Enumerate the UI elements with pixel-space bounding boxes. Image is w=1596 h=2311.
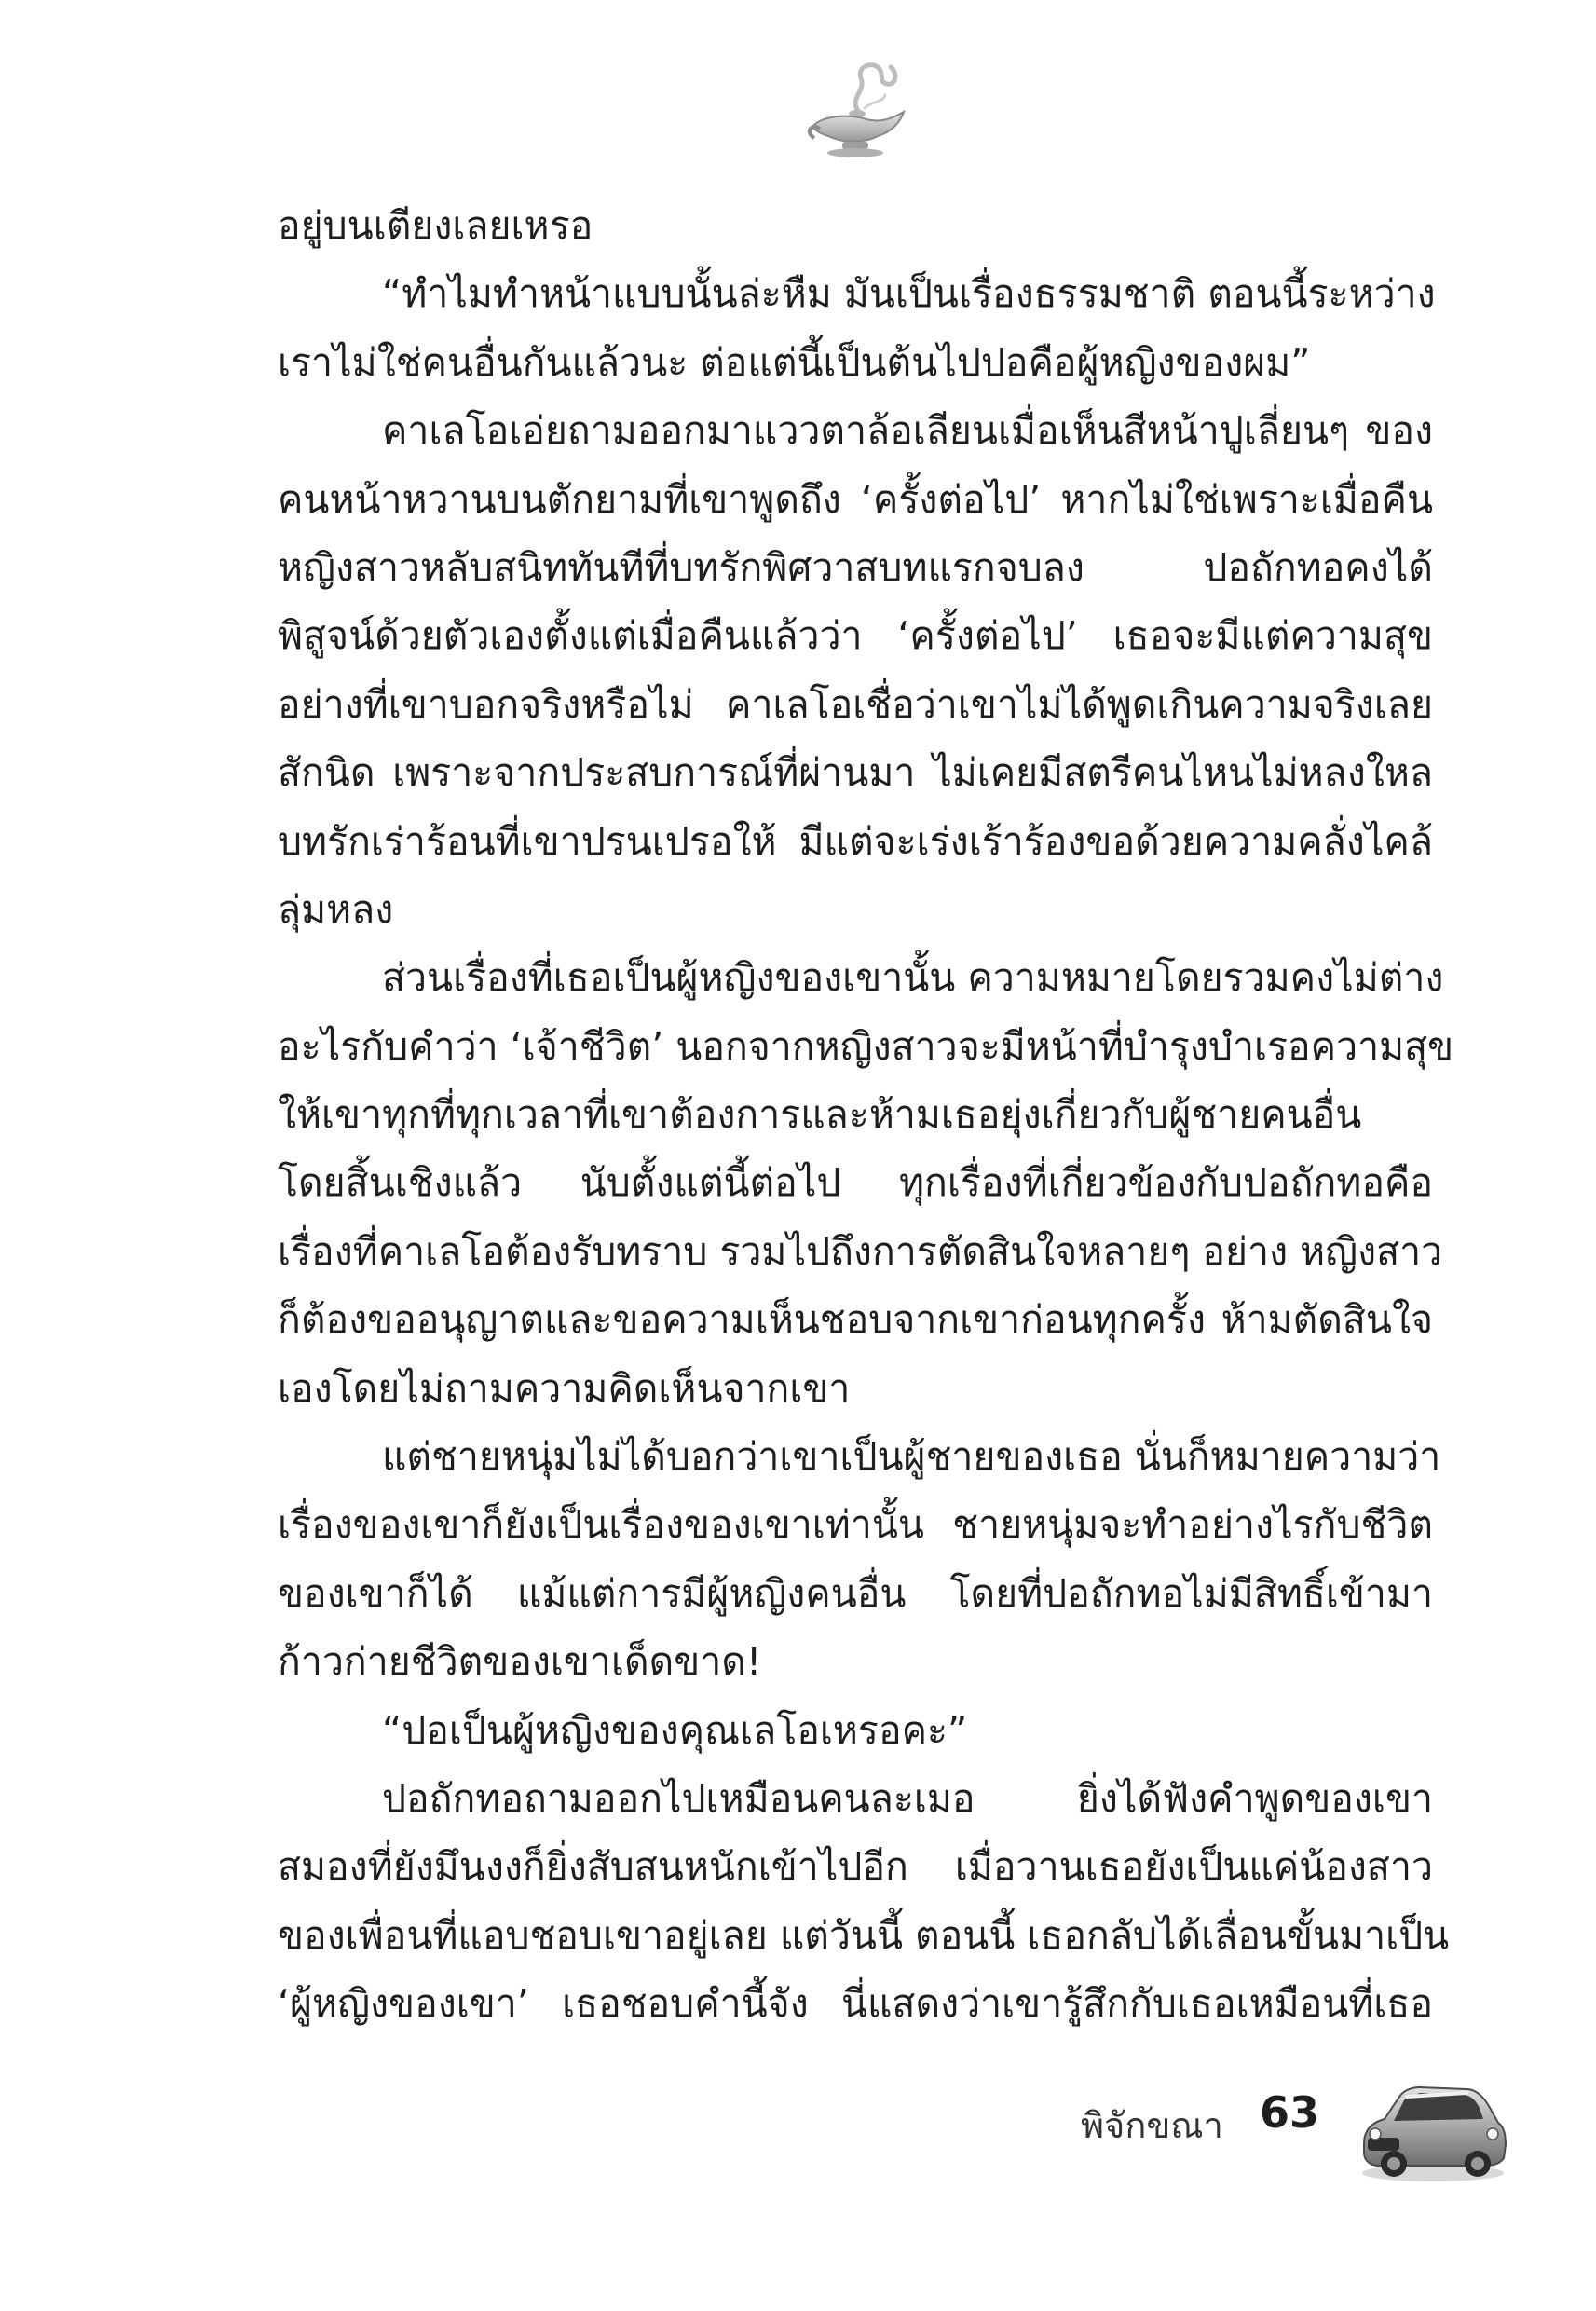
body-text — [278, 192, 1454, 2039]
text-line: อยู่บนเตียงเลยเหรอ — [278, 203, 593, 248]
text-line: ปอถักทอถามออกไปเหมือนคนละเมอ ยิ่งได้ฟังคำพูดของเขา — [382, 1775, 1433, 1821]
text-line: อะไรกับคำว่า ‘เจ้าชีวิต’ นอกจากหญิงสาวจะมีหน้าที่บำรุงบำเรอความสุข — [278, 1023, 1454, 1069]
text-line: อย่างที่เขาบอกจริงหรือไม่ คาเลโอเชื่อว่าเขาไม่ได้พูดเกินความจริงเลย — [278, 681, 1433, 727]
text-line: ‘ผู้หญิงของเขา’ เธอชอบคำนี้จัง นี่แสดงว่าเขารู้สึกกับเธอเหมือนที่เธอ — [278, 1981, 1433, 2027]
text-line: “ปอเป็นผู้หญิงของคุณเลโอเหรอคะ” — [382, 1707, 968, 1753]
text-line: คาเลโอเอ่ยถามออกมาแววตาล้อเลียนเมื่อเห็นสีหน้าปูเลี่ยนๆ ของ — [382, 408, 1433, 454]
text-line: ให้เขาทุกที่ทุกเวลาที่เขาต้องการและห้ามเธอยุ่งเกี่ยวกับผู้ชายคนอื่น — [278, 1092, 1362, 1138]
text-line: หญิงสาวหลับสนิททันทีที่บทรักพิศวาสบทแรกจบลง ปอถักทอคงได้ — [278, 544, 1433, 590]
text-line: ก้าวก่ายชีวิตของเขาเด็ดขาด! — [278, 1639, 762, 1685]
text-line: แต่ชายหนุ่มไม่ได้บอกว่าเขาเป็นผู้ชายของเธอ นั่นก็หมายความว่า — [382, 1434, 1441, 1480]
running-footer-title: พิจักขณา — [1081, 2105, 1223, 2146]
text-line: สักนิด เพราะจากประสบการณ์ที่ผ่านมา ไม่เคยมีสตรีคนไหนไม่หลงใหล — [278, 750, 1433, 796]
text-line: พิสูจน์ด้วยตัวเองตั้งแต่เมื่อคืนแล้วว่า ‘ครั้งต่อไป’ เธอจะมีแต่ความสุข — [278, 613, 1433, 659]
car-icon — [1351, 2069, 1509, 2185]
text-line: เราไม่ใช่คนอื่นกันแล้วนะ ต่อแต่นี้เป็นต้นไปปอคือผู้หญิงของผม” — [278, 339, 1311, 385]
text-line: ลุ่มหลง — [278, 886, 394, 932]
text-line: บทรักเร่าร้อนที่เขาปรนเปรอให้ มีแต่จะเร่งเร้าร้องขอด้วยความคลั่งไคล้ — [278, 818, 1433, 864]
text-line: เรื่องที่คาเลโอต้องรับทราบ รวมไปถึงการตัดสินใจหลายๆ อย่าง หญิงสาว — [278, 1228, 1443, 1274]
text-line: “ทำไมทำหน้าแบบนั้นล่ะหืม มันเป็นเรื่องธรรมชาติ ตอนนี้ระหว่าง — [382, 271, 1436, 317]
text-line: เรื่องของเขาก็ยังเป็นเรื่องของเขาเท่านั้น ชายหนุ่มจะทำอย่างไรกับชีวิต — [278, 1502, 1433, 1548]
text-line: ของเพื่อนที่แอบชอบเขาอยู่เลย แต่วันนี้ ตอนนี้ เธอกลับได้เลื่อนขั้นมาเป็น — [278, 1912, 1450, 1958]
text-line: โดยสิ้นเชิงแล้ว นับตั้งแต่นี้ต่อไป ทุกเรื่องที่เกี่ยวข้องกับปอถักทอคือ — [278, 1160, 1433, 1206]
text-line: ก็ต้องขออนุญาตและขอความเห็นชอบจากเขาก่อนทุกครั้ง ห้ามตัดสินใจ — [278, 1297, 1433, 1343]
text-line: ส่วนเรื่องที่เธอเป็นผู้หญิงของเขานั้น ความหมายโดยรวมคงไม่ต่าง — [382, 955, 1444, 1001]
text-line: เองโดยไม่ถามความคิดเห็นจากเขา — [278, 1365, 851, 1411]
magic-lamp-ornament-icon — [794, 54, 915, 166]
text-line: ของเขาก็ได้ แม้แต่การมีผู้หญิงคนอื่น โดยที่ปอถักทอไม่มีสิทธิ์เข้ามา — [278, 1570, 1433, 1616]
text-line: สมองที่ยังมึนงงก็ยิ่งสับสนหนักเข้าไปอีก เมื่อวานเธอยังเป็นแค่น้องสาว — [278, 1844, 1433, 1890]
page-number: 63 — [1260, 2087, 1320, 2138]
text-line: คนหน้าหวานบนตักยามที่เขาพูดถึง ‘ครั้งต่อไป’ หากไม่ใช่เพราะเมื่อคืน — [278, 476, 1433, 522]
